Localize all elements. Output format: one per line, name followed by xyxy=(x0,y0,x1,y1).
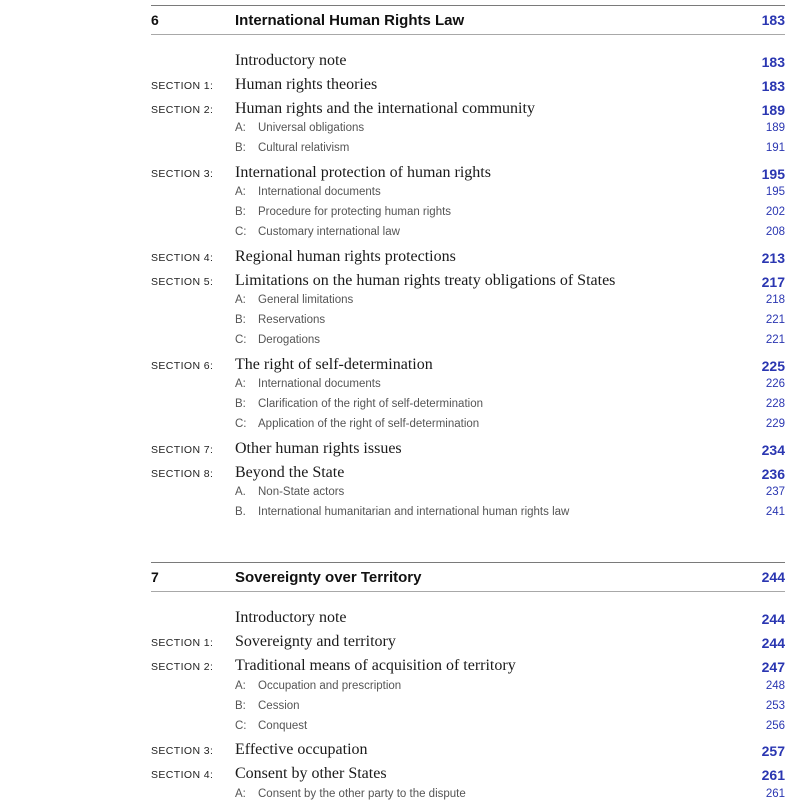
section-title[interactable]: Introductory note xyxy=(235,609,347,626)
subsection-letter: B: xyxy=(235,142,246,154)
section-title[interactable]: Consent by other States xyxy=(235,765,387,782)
section-title[interactable]: Other human rights issues xyxy=(235,440,402,457)
subsection-title[interactable]: International documents xyxy=(258,378,381,390)
chapter-number: 7 xyxy=(151,569,159,585)
chapter-header xyxy=(151,5,785,35)
section-title[interactable]: The right of self-determination xyxy=(235,356,433,373)
subsection-title[interactable]: Non-State actors xyxy=(258,486,345,498)
page-number-link[interactable]: 256 xyxy=(765,720,785,732)
subsection-letter: B. xyxy=(235,506,246,518)
subsection-title[interactable]: General limitations xyxy=(258,294,354,306)
page-number-link[interactable]: 241 xyxy=(765,506,785,518)
subsection-letter: B: xyxy=(235,398,246,410)
page-number-link[interactable]: 236 xyxy=(761,466,785,482)
chapter-page-link[interactable]: 183 xyxy=(761,12,785,28)
subsection-letter: A: xyxy=(235,294,246,306)
subsection-title[interactable]: Occupation and prescription xyxy=(258,680,402,692)
section-title[interactable]: Traditional means of acquisition of territory xyxy=(235,657,516,674)
chapter-7 xyxy=(151,562,785,592)
page-number-link[interactable]: 257 xyxy=(761,743,785,759)
chapter-header xyxy=(151,562,785,592)
subsection-letter: C: xyxy=(235,720,247,732)
section-title[interactable]: Human rights and the international community xyxy=(235,100,535,117)
chapter-number: 6 xyxy=(151,12,159,28)
subsection-title[interactable]: Application of the right of self-determination xyxy=(258,418,480,430)
page-number-link[interactable]: 218 xyxy=(765,294,785,306)
page-number-link[interactable]: 248 xyxy=(765,680,785,692)
subsection-letter: A. xyxy=(235,486,246,498)
subsection-title[interactable]: Cultural relativism xyxy=(258,142,350,154)
section-title[interactable]: Sovereignty and territory xyxy=(235,633,396,650)
page-number-link[interactable]: 261 xyxy=(765,788,785,800)
section-title[interactable]: Effective occupation xyxy=(235,741,368,758)
page-number-link[interactable]: 244 xyxy=(761,611,785,627)
subsection-title[interactable]: Cession xyxy=(258,700,300,712)
section-label: SECTION 8: xyxy=(151,468,214,480)
section-label: SECTION 7: xyxy=(151,444,214,456)
page-number-link[interactable]: 195 xyxy=(761,166,785,182)
subsection-letter: B: xyxy=(235,206,246,218)
subsection-letter: C: xyxy=(235,334,247,346)
subsection-title[interactable]: International documents xyxy=(258,186,381,198)
page-number-link[interactable]: 261 xyxy=(761,767,785,783)
page-number-link[interactable]: 221 xyxy=(765,334,785,346)
page-number-link[interactable]: 213 xyxy=(761,250,785,266)
subsection-letter: B: xyxy=(235,314,246,326)
section-label: SECTION 4: xyxy=(151,252,214,264)
section-title[interactable]: Limitations on the human rights treaty obligations of States xyxy=(235,272,616,289)
page-number-link[interactable]: 221 xyxy=(765,314,785,326)
subsection-title[interactable]: Customary international law xyxy=(258,226,400,238)
subsection-letter: B: xyxy=(235,700,246,712)
section-label: SECTION 3: xyxy=(151,168,214,180)
section-label: SECTION 6: xyxy=(151,360,214,372)
page-number-link[interactable]: 189 xyxy=(765,122,785,134)
subsection-title[interactable]: Consent by the other party to the dispute xyxy=(258,788,466,800)
page-number-link[interactable]: 253 xyxy=(765,700,785,712)
section-title[interactable]: International protection of human rights xyxy=(235,164,491,181)
page-number-link[interactable]: 226 xyxy=(765,378,785,390)
subsection-letter: A: xyxy=(235,788,246,800)
page-number-link[interactable]: 228 xyxy=(765,398,785,410)
page-number-link[interactable]: 234 xyxy=(761,442,785,458)
chapter-title[interactable]: International Human Rights Law xyxy=(235,12,465,29)
subsection-title[interactable]: Reservations xyxy=(258,314,326,326)
page-number-link[interactable]: 202 xyxy=(765,206,785,218)
subsection-title[interactable]: Conquest xyxy=(258,720,308,732)
section-title[interactable]: Regional human rights protections xyxy=(235,248,456,265)
section-label: SECTION 2: xyxy=(151,104,214,116)
subsection-title[interactable]: Derogations xyxy=(258,334,321,346)
page-number-link[interactable]: 244 xyxy=(761,635,785,651)
subsection-title[interactable]: Universal obligations xyxy=(258,122,365,134)
chapter-6 xyxy=(151,5,785,35)
section-title[interactable]: Human rights theories xyxy=(235,76,378,93)
page-number-link[interactable]: 225 xyxy=(761,358,785,374)
subsection-letter: A: xyxy=(235,186,246,198)
section-label: SECTION 1: xyxy=(151,637,214,649)
subsection-letter: C: xyxy=(235,418,247,430)
section-label: SECTION 2: xyxy=(151,661,214,673)
page-number-link[interactable]: 247 xyxy=(761,659,785,675)
subsection-letter: A: xyxy=(235,122,246,134)
section-label: SECTION 5: xyxy=(151,276,214,288)
subsection-letter: A: xyxy=(235,378,246,390)
page-number-link[interactable]: 217 xyxy=(761,274,785,290)
subsection-letter: C: xyxy=(235,226,247,238)
section-title[interactable]: Introductory note xyxy=(235,52,347,69)
subsection-title[interactable]: International humanitarian and international human rights law xyxy=(258,506,570,518)
subsection-title[interactable]: Clarification of the right of self-determination xyxy=(258,398,483,410)
chapter-title[interactable]: Sovereignty over Territory xyxy=(235,569,422,586)
page-number-link[interactable]: 183 xyxy=(761,54,785,70)
page-number-link[interactable]: 237 xyxy=(765,486,785,498)
page-number-link[interactable]: 195 xyxy=(765,186,785,198)
page-number-link[interactable]: 208 xyxy=(765,226,785,238)
page-number-link[interactable]: 229 xyxy=(765,418,785,430)
section-label: SECTION 1: xyxy=(151,80,214,92)
section-label: SECTION 3: xyxy=(151,745,214,757)
page-number-link[interactable]: 183 xyxy=(761,78,785,94)
page-number-link[interactable]: 189 xyxy=(761,102,785,118)
section-title[interactable]: Beyond the State xyxy=(235,464,345,481)
subsection-letter: A: xyxy=(235,680,246,692)
section-label: SECTION 4: xyxy=(151,769,214,781)
page-number-link[interactable]: 191 xyxy=(765,142,785,154)
subsection-title[interactable]: Procedure for protecting human rights xyxy=(258,206,452,218)
chapter-page-link[interactable]: 244 xyxy=(761,569,785,585)
